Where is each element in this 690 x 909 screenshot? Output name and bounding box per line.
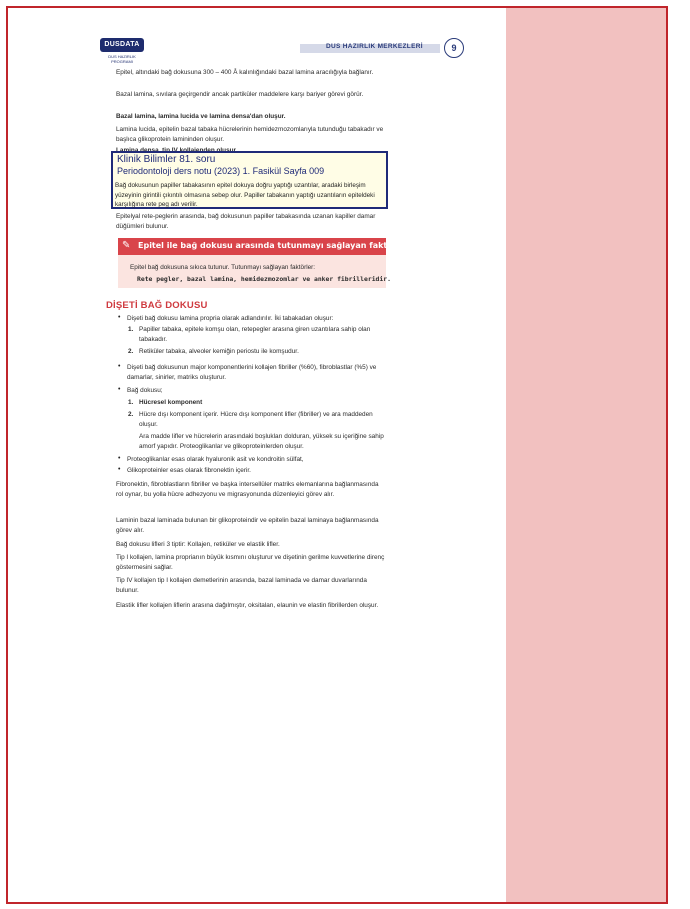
paragraph-tip-iv: Tip IV kollajen tip I kollajen demetlerinin arasında, bazal laminada ve damar duvarlarında bulunur. [116, 577, 367, 594]
paragraph-ara-madde: Ara madde lifler ve hücrelerin arasındaki boşlukları dolduran, yüksek su içeriğine sahip amorf yapıdır. Proteoglikanlar ve glikoproteinlerden oluşur. [139, 433, 384, 450]
paragraph-lifler: Bağ dokusu lifleri 3 tiptir: Kollajen, retiküler ve elastik lifler. [116, 541, 280, 548]
warning-box [118, 255, 386, 288]
header-title: DUS HAZIRLIK MERKEZLERİ [326, 43, 423, 50]
warning-line-2: Rete pegler, bazal lamina, hemidezmozomlar ve anker fibrilleridir. [137, 275, 391, 283]
paragraph-rete-peg: Epitelyal rete-peglerin arasında, bağ dokusunun papiller tabakasında uzanan kapiller damar düğümleri bulunur. [116, 213, 376, 230]
list-number: 2. [128, 348, 134, 355]
bullet-icon: • [118, 466, 121, 473]
annotation-source: Periodontoloji ders notu (2023) 1. Fasikül Sayfa 009 [117, 166, 325, 176]
bullet-icon: • [118, 386, 121, 393]
paragraph-bazal-lamina-layers: Bazal lamina, lamina lucida ve lamina densa'dan oluşur. [116, 113, 286, 120]
item-papiller: Papiller tabaka, epitele komşu olan, retepegler arasına giren uzantılara sahip olan tabakadır. [139, 326, 371, 343]
bullet-major-components: Dişeti bağ dokusunun major komponentlerini kollajen fibriller (%60), fibroblastlar (%5) ve damarlar, sinirler, matriks oluşturur. [127, 364, 377, 381]
annotation-box [111, 151, 388, 209]
bullet-glikoproteinler: Glikoproteinler esas olarak fibronektin içerir. [127, 467, 251, 474]
item-retikuler: Retiküler tabaka, alveoler kemiğin periostu ile komşudur. [139, 348, 299, 355]
bullet-proteoglikanlar: Proteoglikanlar esas olarak hyaluronik asit ve kondroitin sülfat, [127, 456, 304, 463]
logo-subtext: DUS HAZIRLIK PROGRAMI [108, 54, 136, 64]
bullet-icon: • [118, 363, 121, 370]
warning-line-1: Epitel bağ dokusuna sıkıca tutunur. Tutunmayı sağlayan faktörler: [130, 264, 316, 271]
annotation-title: Klinik Bilimler 81. soru [117, 154, 216, 165]
bullet-bag-dokusu: Bağ dokusu; [127, 387, 163, 394]
paragraph-elastik: Elastik lifler kollajen liflerin arasına dağılmıştır, oksitalan, elaunin ve elastin fibrillerden oluşur. [116, 602, 379, 609]
page-number: 9 [444, 38, 464, 58]
paragraph-bazal-lamina: Bazal lamina, sıvılara geçirgendir ancak partiküler maddelere karşı bariyer görevi görür. [116, 91, 364, 98]
pen-icon: ✎ [122, 240, 131, 251]
bullet-icon: • [118, 455, 121, 462]
item-hucre-disi: Hücre dışı komponent içerir. Hücre dışı komponent lifler (fibriller) ve ara maddeden oluşur. [139, 411, 373, 428]
paragraph-fibronektin: Fibronektin, fibroblastların fibriller ve başka intersellüler matriks elemanlarına bağlanmasında rol oynar, bu yolla hücre adhezyonu ve migrasyonunda düzenleyici görev alır. [116, 481, 379, 498]
section-title: DİŞETİ BAĞ DOKUSU [106, 300, 208, 311]
logo-text: DUSDATA [100, 38, 144, 52]
bullet-lamina-propria: Dişeti bağ dokusu lamina propria olarak adlandırılır. İki tabakadan oluşur: [127, 315, 334, 322]
paragraph-laminin: Laminin bazal laminada bulunan bir glikoproteindir ve epitelin bazal laminaya bağlanmasında görev alır. [116, 517, 379, 534]
list-number: 1. [128, 399, 134, 406]
paragraph-lamina-lucida: Lamina lucida, epitelin bazal tabaka hücrelerinin hemidezmozomlarıyla tutunduğu tabakadır ve başlıca glikoprotein lamininden oluşur. [116, 126, 384, 143]
annotation-body: Bağ dokusunun papiller tabakasının epitel dokuya doğru yaptığı uzantılar, aradaki birleşim yüzeyinin girintili çıkıntılı olmasına sebep olur. Papiller tabakanın yaptığı uzantıların epiteldeki karşılığına rete peg adı verilir. [115, 182, 375, 208]
paragraph-tip-i: Tip I kollajen, lamina propriarıın büyük kısmını oluşturur ve dişetinin gerilme kuvvetlerine direnç göstermesini sağlar. [116, 554, 385, 571]
list-number: 1. [128, 326, 134, 333]
list-number: 2. [128, 411, 134, 418]
dusdata-logo [100, 38, 144, 62]
item-hucresel: Hücresel komponent [139, 399, 203, 406]
side-panel [506, 8, 666, 902]
bullet-icon: • [118, 314, 121, 321]
paragraph-epitel: Epitel, altındaki bağ dokusuna 300 – 400 Å kalınlığındaki bazal lamina aracılığıyla bağlanır. [116, 69, 374, 76]
warning-title: Epitel ile bağ dokusu arasında tutunmayı sağlayan faktörler [138, 241, 409, 250]
